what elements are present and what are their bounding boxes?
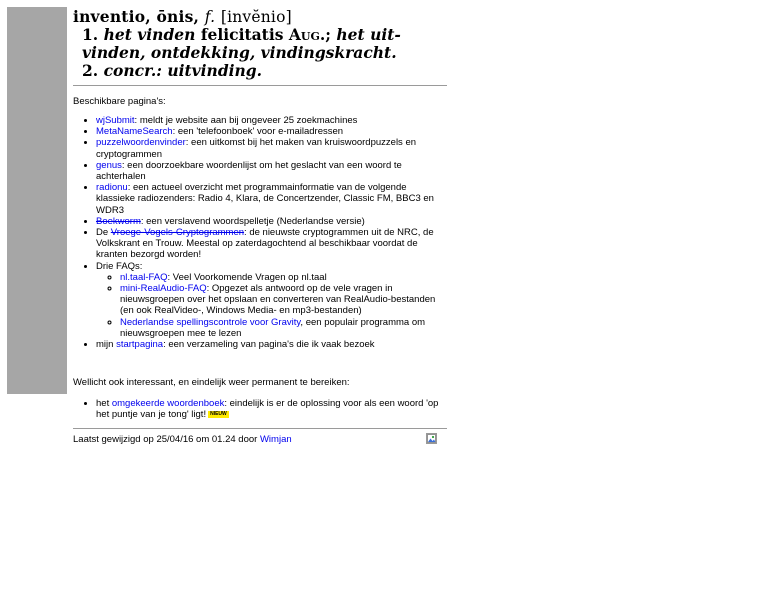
banner-text: Aug.; xyxy=(288,25,331,44)
section-title: Beschikbare pagina's: xyxy=(73,96,166,107)
link-author[interactable]: Wimjan xyxy=(259,433,292,445)
broken-image-glyph xyxy=(427,434,436,443)
banner-headword: inventio, ōnis, xyxy=(73,7,200,26)
link-nl-taal-faq[interactable]: nl.taal-FAQ xyxy=(120,271,168,283)
list-item: ◦ nl.taal-FAQ: Veel Voorkomende Vragen op nl.taal xyxy=(120,272,447,283)
banner-sense-1: 1. xyxy=(82,25,99,44)
list-item: • puzzelwoordenvinder: een uitkomst bij het maken van kruiswoordpuzzels en cryptogrammen xyxy=(96,137,447,159)
banner-text: felicitatis xyxy=(200,25,284,44)
list-item-faqs: • Drie FAQs: ◦ nl.taal-FAQ: Veel Voorkomende Vragen op nl.taal ◦ mini-RealAudio-FAQ: Opgezet als antwoord op de vele vragen in nieuwsgroepen over het opslaan en converteren van RealAudio-bestanden (en ook RealVideo-, Windows Media- en mp3-bestanden) ◦ Nederlandse spellingscontrole voor Gravity, een populair programma om nieuwsgroepen mee te lezen xyxy=(96,261,447,339)
list-item: ◦ Nederlandse spellingscontrole voor Gravity, een populair programma om nieuwsgroepen mee te lezen xyxy=(120,317,447,339)
new-badge: NIEUW xyxy=(210,411,227,418)
link-vroege-vogels-cryptogrammen[interactable]: Vroege-Vogels-Cryptogrammen xyxy=(110,227,245,239)
list-item: ◦ mini-RealAudio-FAQ: Opgezet als antwoord op de vele vragen in nieuwsgroepen over het opslaan en converteren van RealAudio-bestanden (en ook RealVideo-, Windows Media- en mp3-bestanden) xyxy=(120,283,447,317)
broken-image-icon[interactable] xyxy=(426,433,437,444)
list-item: • wjSubmit: meldt je website aan bij ongeveer 25 zoekmachines xyxy=(96,115,447,126)
link-spellingscontrole-gravity[interactable]: Nederlandse spellingscontrole voor Gravity xyxy=(120,316,301,328)
footer-text: Laatst gewijzigd op 25/04/16 om 01.24 door xyxy=(73,433,260,445)
link-mini-realaudio-faq[interactable]: mini-RealAudio-FAQ xyxy=(120,283,207,295)
link-omgekeerde-woordenboek[interactable]: omgekeerde woordenboek xyxy=(111,398,225,410)
interesting-list xyxy=(73,398,447,420)
interesting-title: Wellicht ook interessant, en eindelijk weer permanent te bereiken: xyxy=(73,377,350,389)
link-metanamesearch[interactable]: MetaNameSearch xyxy=(96,126,173,138)
banner-text: het uit- xyxy=(336,25,401,44)
list-item: • het omgekeerde woordenboek: eindelijk is er de oplossing voor als een woord 'op het puntje van je tong' ligt! NIEUW xyxy=(96,398,447,420)
link-startpagina[interactable]: startpagina xyxy=(116,339,164,351)
link-wjsubmit[interactable]: wjSubmit xyxy=(96,115,135,126)
main-content xyxy=(73,8,447,448)
banner-line-2 xyxy=(73,26,447,44)
divider xyxy=(73,85,447,86)
banner-etymology: [invĕnio] xyxy=(220,8,292,26)
banner-text: het vinden xyxy=(103,25,196,44)
banner-gender: f. xyxy=(204,8,216,26)
dictionary-banner xyxy=(73,8,447,80)
banner-line-4 xyxy=(73,62,447,80)
faq-list xyxy=(96,272,447,339)
footer xyxy=(73,434,447,448)
link-boekworm[interactable]: Boekworm xyxy=(96,215,141,227)
pages-list xyxy=(73,115,447,350)
list-item: • MetaNameSearch: een 'telefoonboek' voor e-mailadressen xyxy=(96,126,447,137)
list-item: • genus: een doorzoekbare woordenlijst om het geslacht van een woord te achterhalen xyxy=(96,160,447,182)
list-item: • De Vroege-Vogels-Cryptogrammen: de nieuwste cryptogrammen uit de NRC, de Volkskrant en Trouw. Meestal op zaterdagochtend al beschikbaar voordat de kranten bezorgd worden! xyxy=(96,227,447,261)
banner-text: vinden, ontdekking, vindingskracht. xyxy=(82,43,397,62)
link-genus[interactable]: genus xyxy=(96,159,122,171)
list-item: • mijn startpagina: een verzameling van pagina's die ik vaak bezoek xyxy=(96,339,447,350)
left-sidebar xyxy=(7,7,67,394)
banner-line-1 xyxy=(73,8,447,26)
list-item: • Boekworm: een verslavend woordspelletje (Nederlandse versie) xyxy=(96,216,447,227)
banner-line-3 xyxy=(73,44,447,62)
link-radionu[interactable]: radionu xyxy=(96,182,128,194)
banner-text: concr.: uitvinding. xyxy=(103,61,263,80)
list-item: • radionu: een actueel overzicht met programmainformatie van de volgende klassieke radiozenders: Radio 4, Klara, de Concertzender, Classic FM, BBC3 en WDR3 xyxy=(96,182,447,216)
banner-sense-2: 2. xyxy=(82,61,99,80)
link-puzzelwoordenvinder[interactable]: puzzelwoordenvinder xyxy=(96,137,186,149)
divider xyxy=(73,428,447,429)
